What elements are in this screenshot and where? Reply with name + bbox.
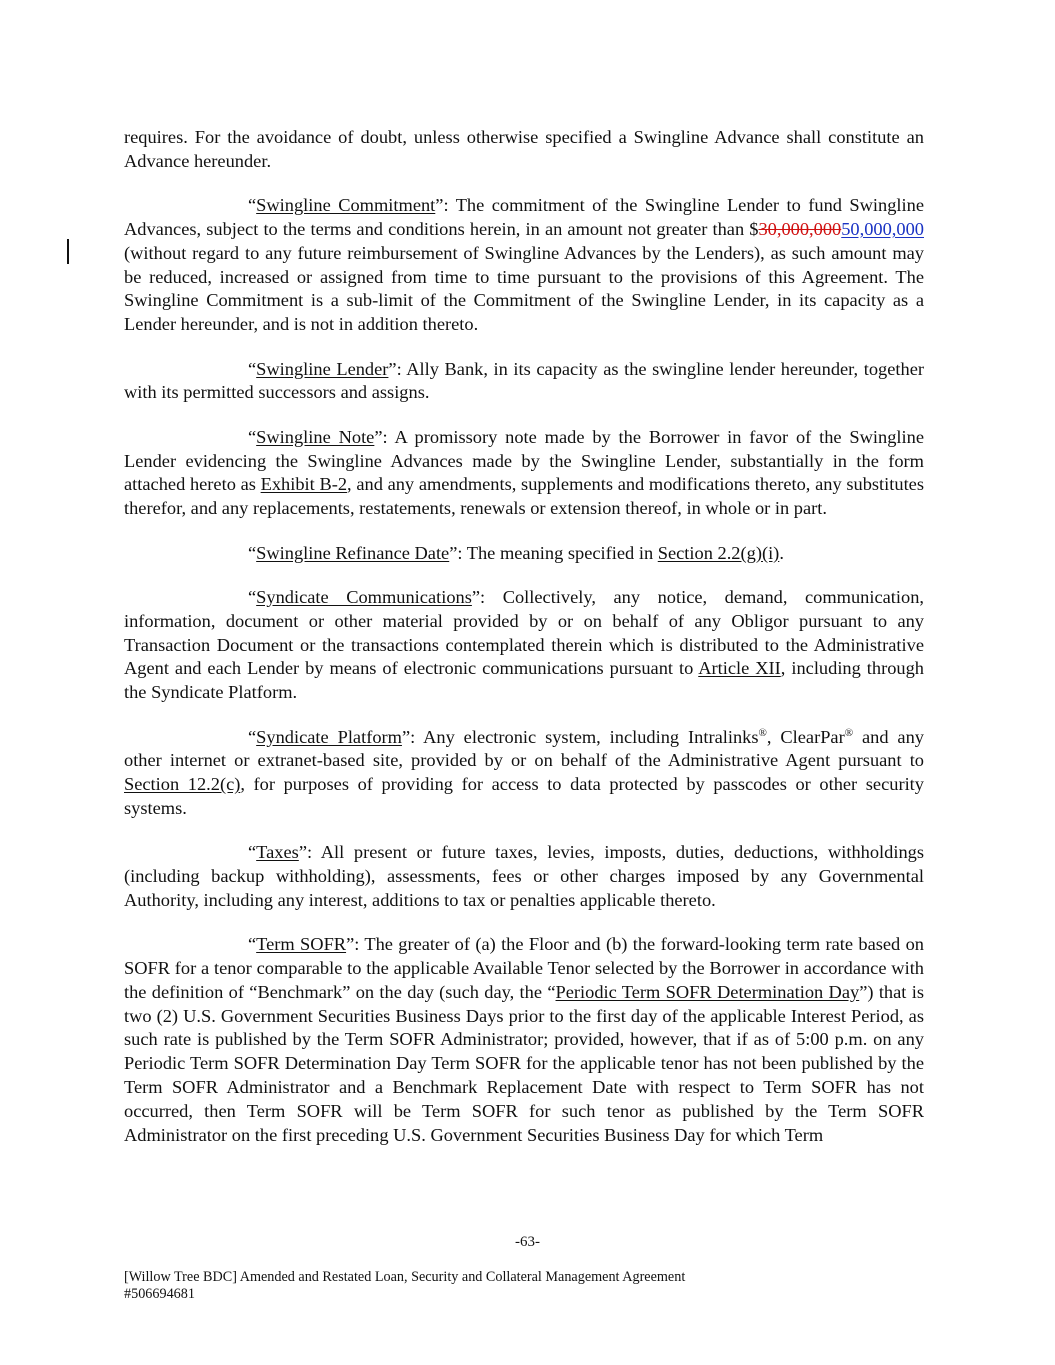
defined-term: Syndicate Platform [256, 726, 402, 747]
footer-doc-id: #506694681 [124, 1286, 195, 1302]
defined-term: Term SOFR [256, 934, 347, 955]
registered-mark: ® [844, 726, 854, 739]
defined-term: Swingline Refinance Date [256, 542, 450, 563]
definition-swingline-refinance-date: “Swingline Refinance Date”: The meaning specified in Section 2.2(g)(i). [248, 542, 784, 563]
defined-term: Swingline Commitment [256, 195, 436, 216]
page-number: -63- [515, 1234, 540, 1250]
definition-swingline-note: “Swingline Note”: A promissory note made by the Borrower in favor of the Swingline Lender evidencing the Swingline Advances made by the Swingline Lender, substantially in the form attached hereto as Exhibit B-2, and any amendments, supplements and modifications thereto, any substitutes therefor, and any replacements, restatements, renewals or extension thereof, in whole or in part. [124, 426, 924, 519]
change-bar [67, 239, 69, 264]
registered-mark: ® [758, 726, 767, 739]
deleted-amount: 30,000,000 [758, 218, 842, 239]
defined-term-periodic: Periodic Term SOFR Determination Day [555, 981, 860, 1002]
definition-syndicate-platform: “Syndicate Platform”: Any electronic system, including Intralinks®, ClearPar® and any other internet or extranet-based site, provided by or on behalf of the Administrative Agent pursuant to Section 12.2(c), for purposes of providing for access to data protected by passcodes or other security systems. [124, 726, 924, 818]
defined-term: Syndicate Communications [256, 586, 472, 607]
footer-title: [Willow Tree BDC] Amended and Restated Loan, Security and Collateral Management Agreement [124, 1269, 686, 1285]
definition-swingline-lender: “Swingline Lender”: Ally Bank, in its capacity as the swingline lender hereunder, together with its permitted successors and assigns. [124, 358, 924, 403]
cross-reference-section: Section 2.2(g)(i) [657, 542, 780, 563]
definition-taxes: “Taxes”: All present or future taxes, levies, imposts, duties, deductions, withholdings (including backup withholding), assessments, fees or other charges imposed by any Governmental Authority, including any interest, additions to tax or penalties applicable thereto. [124, 842, 924, 910]
definition-syndicate-communications: “Syndicate Communications”: Collectively, any notice, demand, communication, information, document or other material provided by or on behalf of any Obligor pursuant to any Transaction Document or the transactions contemplated therein which is distributed to the Administrative Agent and each Lender by means of electronic communications pursuant to Article XII, including through the Syndicate Platform. [124, 586, 925, 703]
paragraph-continuation: requires. For the avoidance of doubt, unless otherwise specified a Swingline Advance shall constitute an Advance hereunder. [124, 127, 924, 171]
definition-term-sofr: “Term SOFR”: The greater of (a) the Floor and (b) the forward-looking term rate based on SOFR for a tenor comparable to the applicable Available Tenor selected by the Borrower in accordance with the definition of “Benchmark” on the day (such day, the “Periodic Term SOFR Determination Day”) that is two (2) U.S. Government Securities Business Days prior to the first day of the applicable Interest Period, as such rate is published by the Term SOFR Administrator; provided, however, that if as of 5:00 p.m. on any Periodic Term SOFR Determination Day Term SOFR for the applicable tenor has not been published by the Term SOFR Administrator and a Benchmark Replacement Date with respect to Term SOFR has not occurred, then Term SOFR will be Term SOFR for such tenor as published by the Term SOFR Administrator on the first preceding U.S. Government Securities Business Day for which Term [124, 934, 924, 1145]
defined-term: Taxes [256, 842, 299, 863]
document-body [124, 126, 924, 1168]
open-quote: “ [248, 195, 257, 216]
defined-term: Swingline Lender [256, 358, 389, 379]
amount-change [758, 219, 924, 239]
cross-reference-article: Article XII [698, 658, 781, 679]
defined-term: Swingline Note [256, 426, 375, 447]
document-footer [124, 1269, 685, 1303]
cross-reference-exhibit: Exhibit B-2 [260, 474, 348, 495]
inserted-amount: 50,000,000 [841, 218, 924, 239]
cross-reference-section: Section 12.2(c) [124, 774, 241, 795]
definition-swingline-commitment: “Swingline Commitment”: The commitment of the Swingline Lender to fund Swingline Advances, subject to the terms and conditions herein, in an amount not greater than $30,000,00050,000,000 (without regard to any future reimbursement of Swingline Advances by the Lenders), as such amount may be reduced, increased or assigned from time to time pursuant to the provisions of this Agreement. The Swingline Commitment is a sub-limit of the Commitment of the Swingline Lender, in its capacity as a Lender hereunder, and is not in addition thereto. [124, 195, 925, 335]
